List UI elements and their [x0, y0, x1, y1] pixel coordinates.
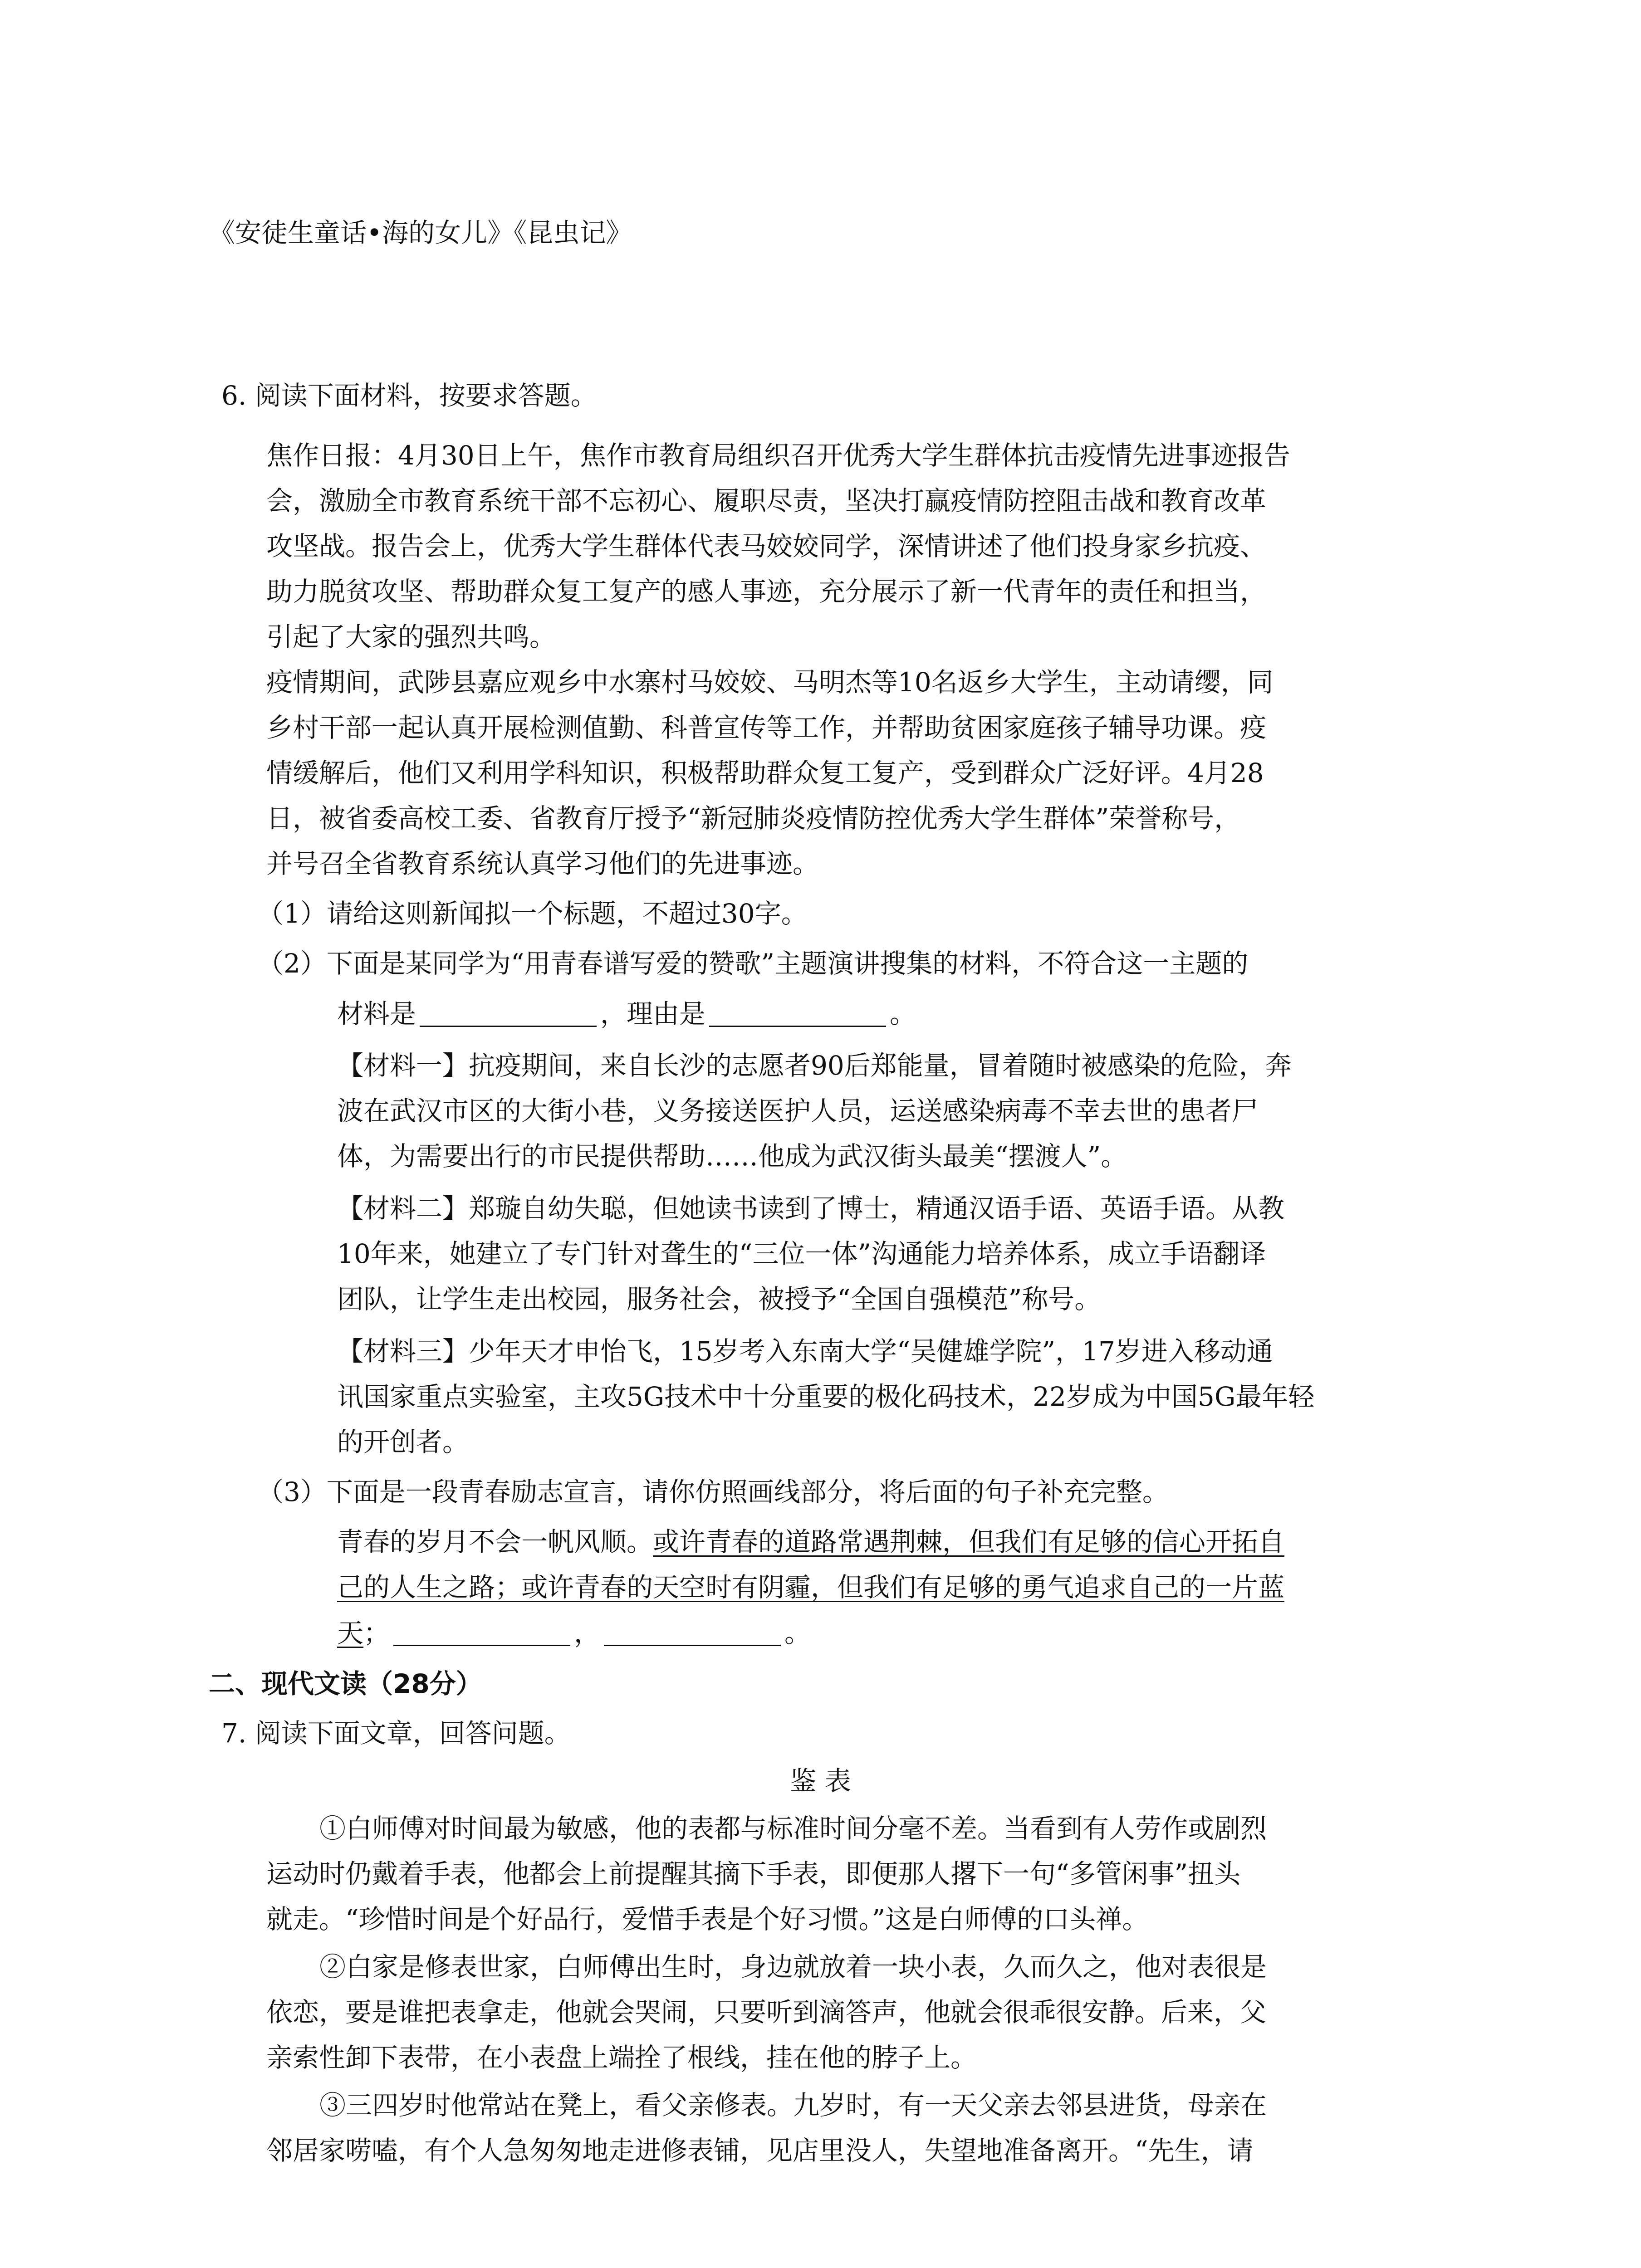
- punctuation: ；: [363, 1618, 390, 1648]
- answer-label: ，理由是: [600, 998, 706, 1029]
- section-heading: 二、现代文读（28分）: [209, 1668, 482, 1699]
- answer-label: 。: [890, 998, 916, 1029]
- news-line: 并号召全省教育系统认真学习他们的先进事迹。: [266, 848, 819, 879]
- answer-blank-imitation-1[interactable]: [393, 1619, 570, 1646]
- sub-question-3: （3）下面是一段青春励志宣言，请你仿照画线部分，将后面的句子补充完整。: [257, 1476, 1169, 1507]
- answer-blank-material[interactable]: [420, 1000, 597, 1027]
- material-line: 讯国家重点实验室，主攻5G技术中十分重要的极化码技术，22岁成为中国5G最年轻: [337, 1381, 1315, 1412]
- question-7-stem: 7. 阅读下面文章，回答问题。: [221, 1718, 571, 1749]
- material-line: 的开创者。: [337, 1427, 469, 1457]
- punctuation: ，: [574, 1618, 601, 1648]
- news-line: 日，被省委高校工委、省教育厅授予“新冠肺炎疫情防控优秀大学生群体”荣誉称号，: [266, 803, 1241, 834]
- declaration-line: [337, 1526, 1285, 1557]
- sub-question-1: （1）请给这则新闻拟一个标题，不超过30字。: [257, 898, 808, 929]
- news-line: 助力脱贫攻坚、帮助群众复工复产的感人事迹，充分展示了新一代青年的责任和担当，: [266, 576, 1267, 607]
- article-paragraph-line: ①白师傅对时间最为敏感，他的表都与标准时间分毫不差。当看到有人劳作或剧烈: [319, 1813, 1267, 1844]
- material-line: 【材料一】抗疫期间，来自长沙的志愿者90后郑能量，冒着随时被感染的危险，奔: [337, 1050, 1292, 1081]
- article-title: 鉴 表: [790, 1765, 851, 1796]
- material-line: 团队，让学生走出校园，服务社会，被授予“全国自强模范”称号。: [337, 1284, 1101, 1315]
- answer-blank-reason[interactable]: [709, 1000, 886, 1027]
- punctuation: 。: [784, 1618, 811, 1648]
- material-line: 【材料三】少年天才申怡飞，15岁考入东南大学“吴健雄学院”，17岁进入移动通: [337, 1336, 1273, 1367]
- declaration-answer-line: [337, 1619, 811, 1646]
- news-line: 焦作日报：4月30日上午，焦作市教育局组织召开优秀大学生群体抗击疫情先进事迹报告: [266, 440, 1290, 471]
- answer-blank-imitation-2[interactable]: [604, 1619, 781, 1646]
- underlined-example: 或许青春的道路常遇荆棘，但我们有足够的信心开拓自: [653, 1526, 1285, 1557]
- news-line: 会，激励全市教育系统干部不忘初心、履职尽责，坚决打赢疫情防控阻击战和教育改革: [266, 485, 1267, 516]
- news-line: 疫情期间，武陟县嘉应观乡中水寨村马姣姣、马明杰等10名返乡大学生，主动请缨，同: [266, 667, 1274, 698]
- article-paragraph-line: 依恋，要是谁把表拿走，他就会哭闹，只要听到滴答声，他就会很乖很安静。后来，父: [266, 1997, 1267, 2028]
- question-6-stem: 6. 阅读下面材料，按要求答题。: [221, 380, 597, 411]
- article-paragraph-line: 运动时仍戴着手表，他都会上前提醒其摘下手表，即便那人撂下一句“多管闲事”扭头: [266, 1858, 1241, 1889]
- news-line: 攻坚战。报告会上，优秀大学生群体代表马姣姣同学，深情讲述了他们投身家乡抗疫、: [266, 531, 1267, 562]
- material-line: 10年来，她建立了专门针对聋生的“三位一体”沟通能力培养体系，成立手语翻译: [337, 1238, 1266, 1269]
- answer-label: 材料是: [337, 998, 416, 1029]
- article-paragraph-line: 邻居家唠嗑，有个人急匆匆地走进修表铺，见店里没人，失望地准备离开。“先生，请: [266, 2135, 1254, 2166]
- sub-question-2: （2）下面是某同学为“用青春谱写爱的赞歌”主题演讲搜集的材料，不符合这一主题的: [257, 948, 1249, 979]
- material-line: 波在武汉市区的大街小巷，义务接送医护人员，运送感染病毒不幸去世的患者尸: [337, 1095, 1259, 1126]
- article-paragraph-line: 就走。“珍惜时间是个好品行，爱惜手表是个好习惯。”这是白师傅的口头禅。: [266, 1904, 1149, 1935]
- article-paragraph-line: 亲索性卸下表带，在小表盘上端拴了根线，挂在他的脖子上。: [266, 2042, 977, 2073]
- news-line: 情缓解后，他们又利用学科知识，积极帮助群众复工复产，受到群众广泛好评。4月28: [266, 758, 1264, 788]
- book-titles-line: 《安徒生童话•海的女儿》《昆虫记》: [209, 217, 632, 248]
- news-line: 乡村干部一起认真开展检测值勤、科普宣传等工作，并帮助贫困家庭孩子辅导功课。疫: [266, 712, 1267, 743]
- article-paragraph-line: ③三四岁时他常站在凳上，看父亲修表。九岁时，有一天父亲去邻县进货，母亲在: [319, 2090, 1267, 2121]
- news-line: 引起了大家的强烈共鸣。: [266, 621, 556, 652]
- underlined-example: 己的人生之路；或许青春的天空时有阴霾，但我们有足够的勇气追求自己的一片蓝: [337, 1572, 1285, 1603]
- sub-question-2-answer-line: [337, 1000, 916, 1027]
- material-line: 【材料二】郑璇自幼失聪，但她读书读到了博士，精通汉语手语、英语手语。从教: [337, 1193, 1285, 1224]
- declaration-text: 青春的岁月不会一帆风顺。: [337, 1526, 653, 1557]
- material-line: 体，为需要出行的市民提供帮助……他成为武汉街头最美“摆渡人”。: [337, 1141, 1127, 1172]
- underlined-example: 天: [337, 1618, 364, 1648]
- article-paragraph-line: ②白家是修表世家，白师傅出生时，身边就放着一块小表，久而久之，他对表很是: [319, 1951, 1267, 1982]
